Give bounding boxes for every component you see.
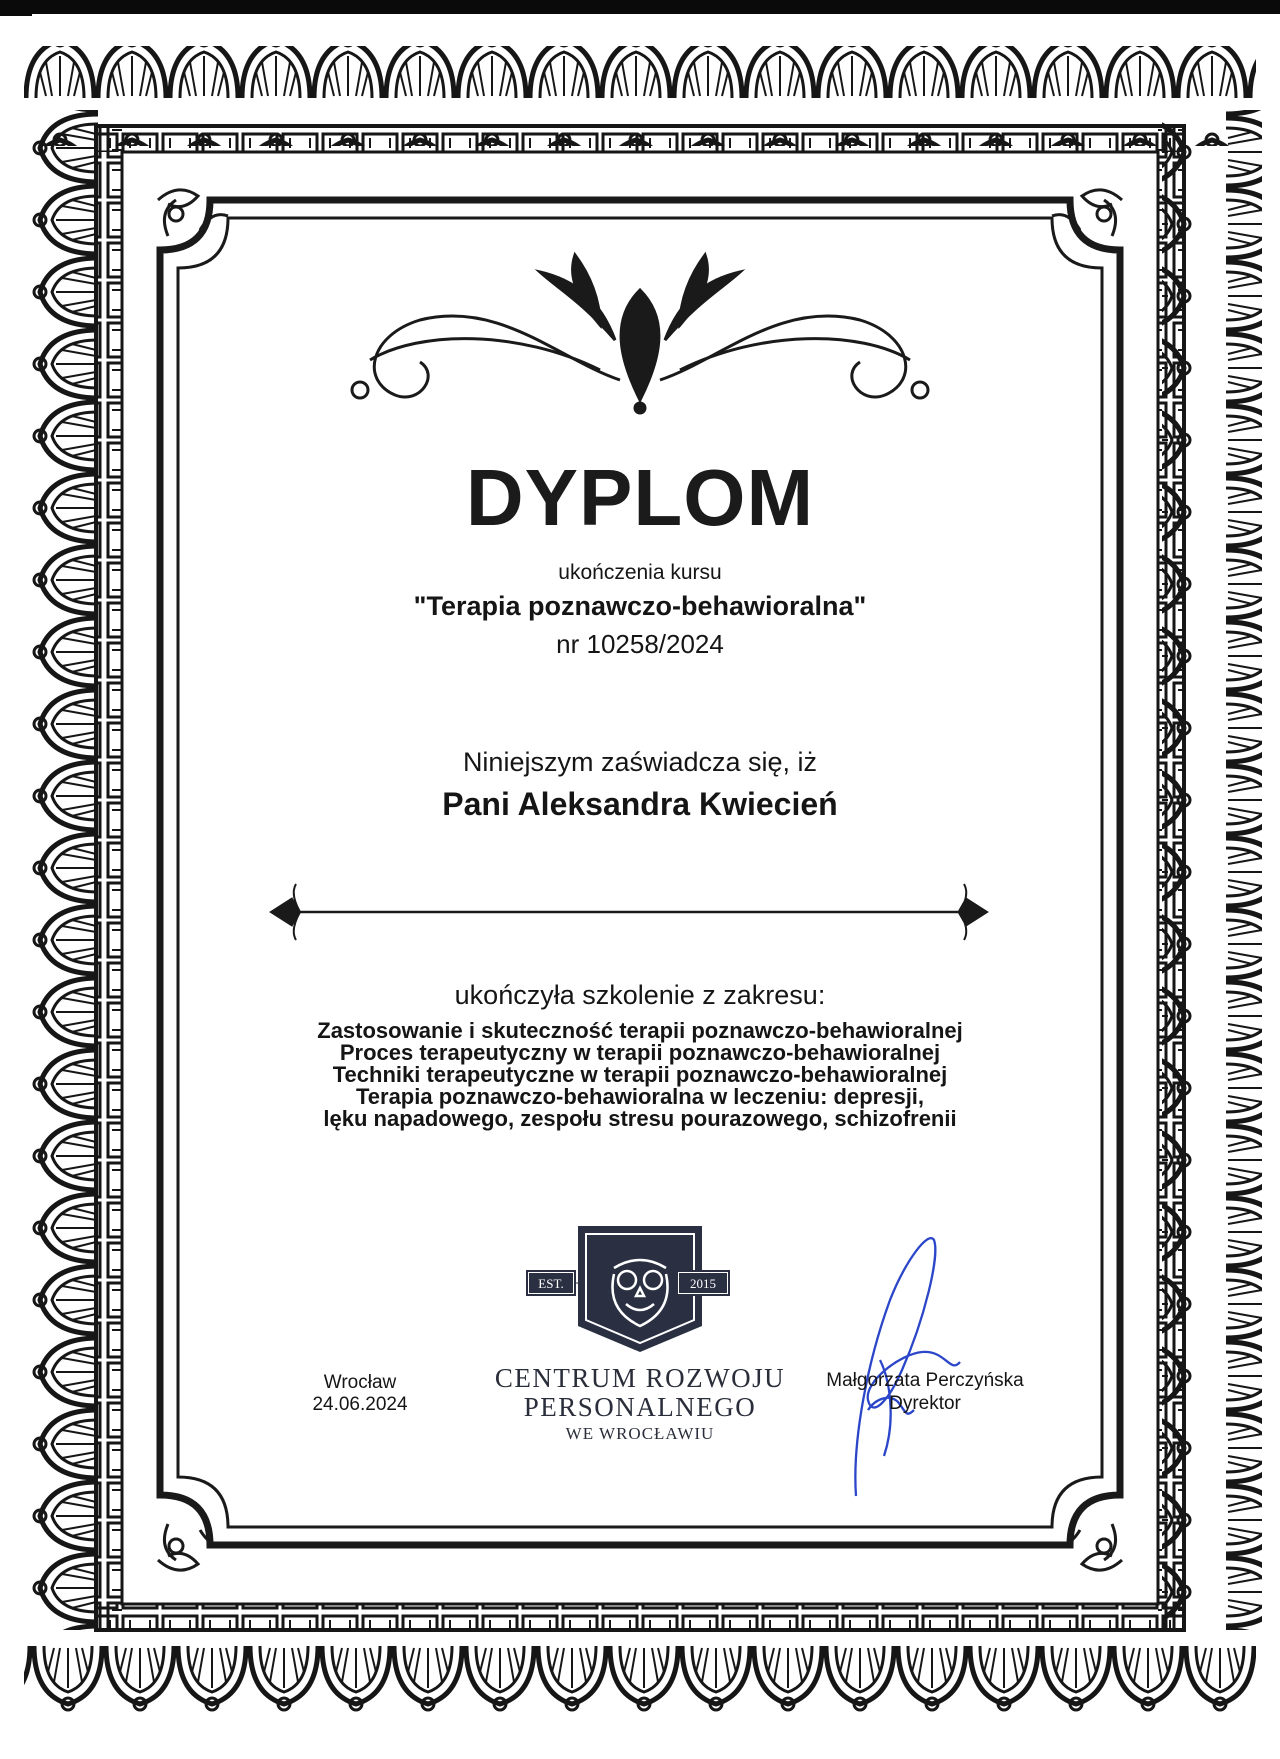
signer-role: Dyrektor [889,1393,961,1414]
topic-line: Terapia poznawczo-behawioralna w leczeniu: depresji, [355,1084,925,1109]
topic-line: lęku napadowego, zespołu stresu pourazowego, schizofrenii [323,1106,957,1131]
logo-year-badge: 2015 [678,1272,728,1294]
topic-line: Techniki terapeutyczne w terapii poznawczo-behawioralnej [332,1062,948,1087]
diploma-title: DYPLOM [465,453,815,542]
issue-place: Wrocław [323,1372,397,1393]
logo-text-line-1: CENTRUM ROZWOJU [494,1363,786,1393]
topic-line: Zastosowanie i skuteczność terapii poznawczo-behawioralnej [317,1018,963,1043]
signer-name: Małgorzata Perczyńska [826,1370,1024,1391]
certification-statement: Niniejszym zaświadcza się, iż [462,747,818,777]
course-name: "Terapia poznawczo-behawioralna" [413,591,867,621]
diploma-number: nr 10258/2024 [556,629,724,659]
logo-text-line-2: PERSONALNEGO [523,1392,757,1422]
topics-list [0,1020,1280,1130]
logo-text-line-3: WE WROCŁAWIU [565,1424,715,1443]
recipient-name: Pani Aleksandra Kwiecień [442,786,838,822]
issue-date: 24.06.2024 [312,1394,408,1415]
logo-est-badge: EST. [528,1272,574,1294]
topic-line: Proces terapeutyczny w terapii poznawczo-behawioralnej [339,1040,941,1065]
scope-heading: ukończyła szkolenie z zakresu: [454,980,826,1010]
diploma-subtitle: ukończenia kursu [558,561,722,584]
